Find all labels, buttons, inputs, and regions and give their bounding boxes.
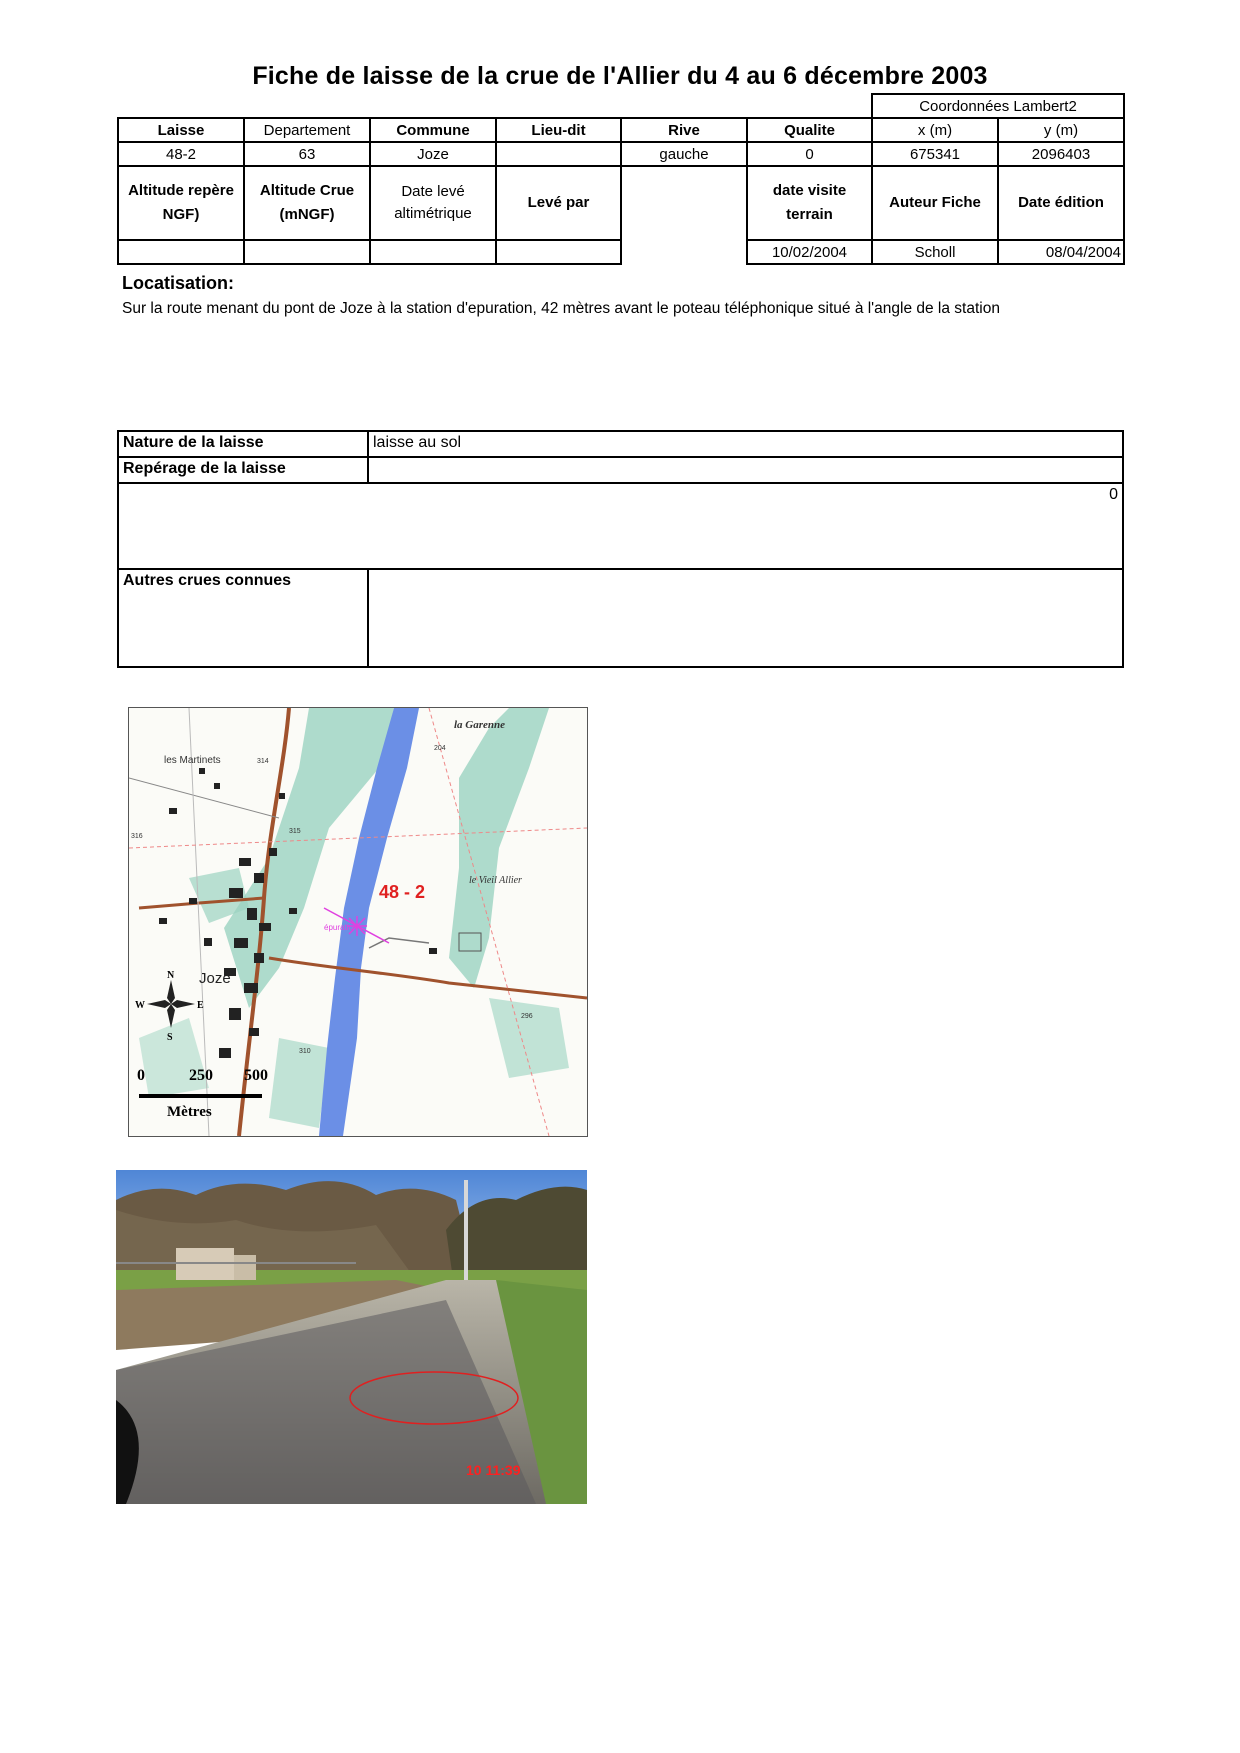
map-epuration-label: épuration — [324, 923, 358, 932]
map-garenne-label: la Garenne — [454, 719, 506, 731]
scale-unit: Mètres — [167, 1104, 212, 1120]
map-marker-label: 48 - 2 — [379, 882, 426, 902]
header-commune: Commune — [370, 118, 496, 142]
value-commune: Joze — [370, 142, 496, 166]
photo-timestamp: 10 11:39 — [466, 1462, 521, 1478]
compass-w: W — [135, 1000, 145, 1011]
map-alt-296: 296 — [521, 1013, 533, 1020]
compass-s: S — [167, 1032, 173, 1043]
value-date-leve — [370, 240, 496, 264]
scale-250: 250 — [189, 1067, 213, 1084]
value-date-visite: 10/02/2004 — [747, 240, 872, 264]
header-rive: Rive — [621, 118, 747, 142]
map-joze-label: Joze — [199, 970, 231, 987]
reperage-number: 0 — [1109, 486, 1118, 503]
value-laisse: 48-2 — [118, 142, 244, 166]
value-qualite: 0 — [747, 142, 872, 166]
page-title: Fiche de laisse de la crue de l'Allier du 4 au 6 décembre 2003 — [252, 62, 988, 90]
photo-svg — [116, 1170, 587, 1504]
reperage-label: Repérage de la laisse — [118, 457, 368, 483]
scale-0: 0 — [137, 1067, 145, 1084]
header-x: x (m) — [872, 118, 998, 142]
scale-500: 500 — [244, 1067, 268, 1084]
value-y: 2096403 — [998, 142, 1124, 166]
header-leve-par: Levé par — [496, 166, 621, 240]
value-lieudit — [496, 142, 621, 166]
value-altitude-crue — [244, 240, 370, 264]
reperage-value — [368, 457, 1123, 483]
compass-n: N — [167, 970, 175, 981]
value-rive: gauche — [621, 142, 747, 166]
autres-crues-label: Autres crues connues — [118, 569, 368, 667]
localisation-text: Sur la route menant du pont de Joze à la station d'epuration, 42 mètres avant le poteau téléphonique situé à l'angle de la station — [122, 300, 1000, 317]
info-table — [117, 93, 1125, 265]
header-lieudit: Lieu-dit — [496, 118, 621, 142]
map-alt-316: 316 — [131, 833, 143, 840]
map-vieil-allier-label: le Vieil Allier — [469, 875, 522, 886]
localisation-label: Locatisation: — [122, 273, 235, 293]
header-date-edition: Date édition — [998, 166, 1124, 240]
value-date-edition: 08/04/2004 — [998, 240, 1124, 264]
map-alt-315: 315 — [289, 828, 301, 835]
header-date-visite: date visite terrain — [747, 166, 872, 240]
map-alt-314: 314 — [257, 758, 269, 765]
empty-cell — [621, 166, 747, 264]
value-auteur: Scholl — [872, 240, 998, 264]
map-alt-310: 310 — [299, 1048, 311, 1055]
location-map — [128, 707, 588, 1137]
map-alt-204: 204 — [434, 745, 446, 752]
header-departement: Departement — [244, 118, 370, 142]
coord-header: Coordonnées Lambert2 — [872, 94, 1124, 118]
compass-e: E — [197, 1000, 204, 1011]
nature-table — [117, 430, 1124, 668]
nature-label: Nature de la laisse — [118, 431, 368, 457]
value-x: 675341 — [872, 142, 998, 166]
header-altitude-repere: Altitude repère NGF) — [118, 166, 244, 240]
header-laisse: Laisse — [118, 118, 244, 142]
header-y: y (m) — [998, 118, 1124, 142]
header-altitude-crue: Altitude Crue (mNGF) — [244, 166, 370, 240]
autres-crues-value — [368, 569, 1123, 667]
value-departement: 63 — [244, 142, 370, 166]
map-svg — [129, 708, 587, 1136]
map-martinets-label: les Martinets — [164, 755, 221, 766]
reperage-detail — [118, 483, 1123, 569]
header-qualite: Qualite — [747, 118, 872, 142]
header-date-leve: Date levé altimétrique — [370, 166, 496, 240]
header-auteur: Auteur Fiche — [872, 166, 998, 240]
nature-value: laisse au sol — [368, 431, 1123, 457]
value-leve-par — [496, 240, 621, 264]
value-altitude-repere — [118, 240, 244, 264]
site-photo — [116, 1170, 587, 1504]
